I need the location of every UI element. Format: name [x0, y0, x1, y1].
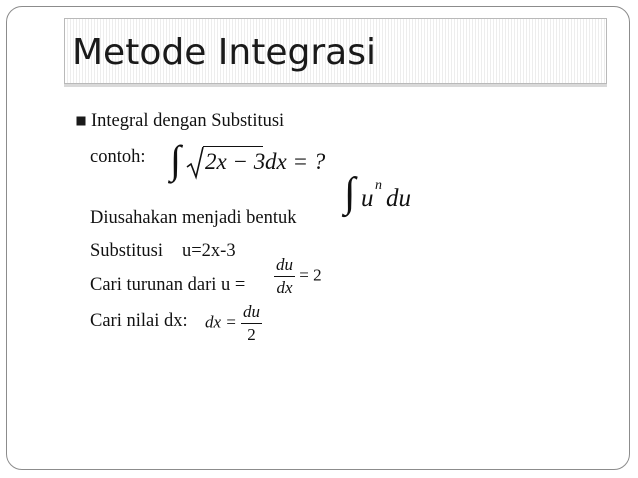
derivative-equals: = 2	[299, 265, 322, 285]
dx-numerator: du	[241, 302, 262, 324]
general-exponent: n	[375, 178, 382, 193]
substitusi-value: u=2x-3	[182, 241, 236, 261]
contoh-label: contoh:	[90, 147, 146, 167]
radical-icon	[186, 146, 204, 180]
example-radicand: 2x − 3	[205, 149, 266, 174]
example-rest: dx = ?	[265, 149, 326, 174]
derivative-numerator: du	[274, 255, 295, 277]
radical-bar	[203, 146, 263, 147]
general-integral-sign: ∫	[344, 170, 356, 216]
title-underline	[64, 84, 607, 87]
turunan-label: Cari turunan dari u =	[90, 275, 246, 295]
bullet-icon	[76, 116, 86, 126]
substitusi-label: Substitusi	[90, 241, 163, 261]
derivative-denominator: dx	[276, 278, 293, 297]
example-integral-sign: ∫	[170, 137, 181, 182]
slide-title: Metode Integrasi	[72, 32, 376, 73]
target-form-text: Diusahakan menjadi bentuk	[90, 208, 297, 228]
general-differential: du	[386, 185, 411, 212]
dx-left: dx =	[205, 312, 237, 332]
nilai-dx-label: Cari nilai dx:	[90, 311, 188, 331]
bullet-text: Integral dengan Substitusi	[91, 111, 285, 131]
general-base: u	[361, 185, 374, 212]
derivative-fraction	[274, 255, 322, 298]
dx-denominator: 2	[247, 325, 256, 344]
dx-formula	[205, 302, 262, 345]
